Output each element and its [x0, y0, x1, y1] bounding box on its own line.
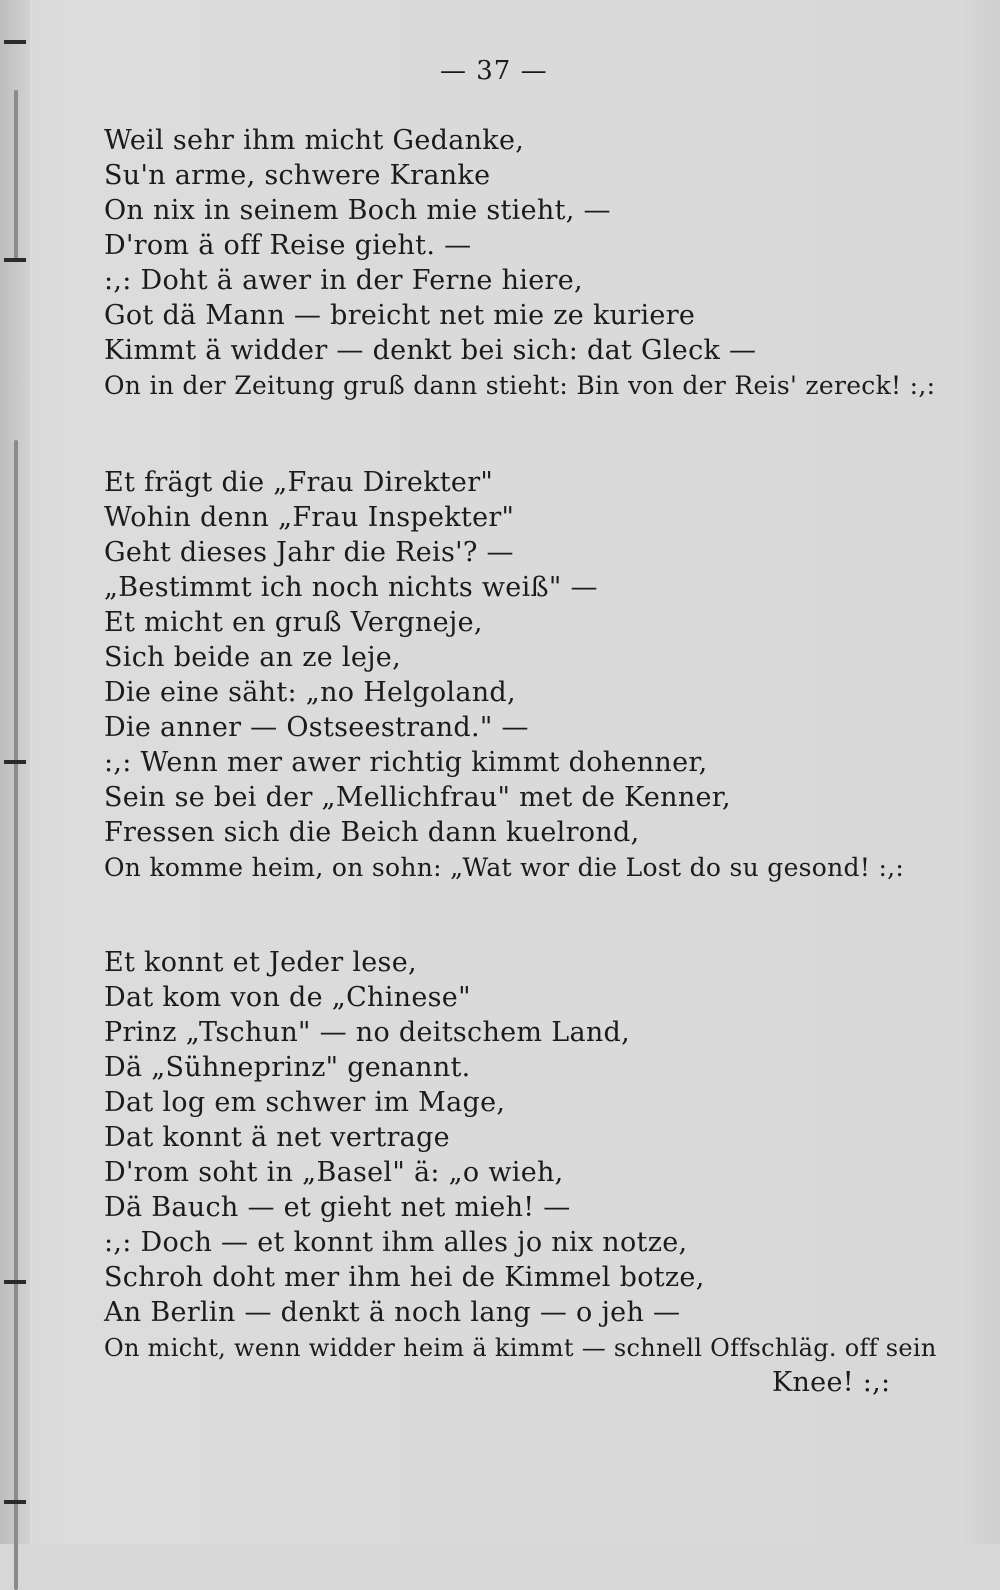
verse-line: :,: Doht ä awer in der Ferne hiere, [104, 265, 583, 296]
verse-line: :,: Wenn mer awer richtig kimmt dohenner, [104, 747, 708, 778]
verse-line-continuation: Knee! :,: [772, 1367, 891, 1398]
verse-line: Dat log em schwer im Mage, [104, 1087, 506, 1118]
verse-line: „Bestimmt ich noch nichts weiß" — [104, 572, 598, 603]
verse-line: Sein se bei der „Mellichfrau" met de Kenner, [104, 782, 731, 813]
binding-stitch [4, 258, 26, 262]
verse-line: Wohin denn „Frau Inspekter" [104, 502, 515, 533]
verse-line: :,: Doch — et konnt ihm alles jo nix notze, [104, 1227, 688, 1258]
verse-line: Et micht en gruß Vergneje, [104, 607, 483, 638]
verse-line: Dat konnt ä net vertrage [104, 1122, 450, 1153]
page-binding-edge [0, 0, 30, 1544]
verse-line: Dat kom von de „Chinese" [104, 982, 471, 1013]
binding-stitch [4, 40, 26, 44]
verse-line: Dä „Sühneprinz" genannt. [104, 1052, 471, 1083]
verse-line: Fressen sich die Beich dann kuelrond, [104, 817, 640, 848]
verse-line: Et frägt die „Frau Direkter" [104, 467, 494, 498]
binding-stitch [4, 760, 26, 764]
verse-line: Got dä Mann — breicht net mie ze kuriere [104, 300, 696, 331]
verse-line: Dä Bauch — et gieht net mieh! — [104, 1192, 571, 1223]
binding-stitch [4, 1500, 26, 1504]
verse-line: Die eine säht: „no Helgoland, [104, 677, 516, 708]
binding-stitch [4, 1280, 26, 1284]
verse-line: D'rom soht in „Basel" ä: „o wieh, [104, 1157, 564, 1188]
binding-thread [14, 90, 18, 260]
verse-line: Die anner — Ostseestrand." — [104, 712, 529, 743]
verse-line: On komme heim, on sohn: „Wat wor die Lost do su gesond! :,: [104, 853, 905, 882]
verse-line: Schroh doht mer ihm hei de Kimmel botze, [104, 1262, 705, 1293]
verse-line: D'rom ä off Reise gieht. — [104, 230, 472, 261]
verse-line: Sich beide an ze leje, [104, 642, 401, 673]
page-number: — 37 — [440, 56, 548, 86]
verse-line: Geht dieses Jahr die Reis'? — [104, 537, 514, 568]
verse-line: Weil sehr ihm micht Gedanke, [104, 125, 525, 156]
verse-line: Kimmt ä widder — denkt bei sich: dat Gleck — [104, 335, 757, 366]
verse-line: Prinz „Tschun" — no deitschem Land, [104, 1017, 630, 1048]
binding-thread [14, 440, 18, 1590]
verse-line: Su'n arme, schwere Kranke [104, 160, 491, 191]
verse-line: Et konnt et Jeder lese, [104, 947, 417, 978]
verse-line: An Berlin — denkt ä noch lang — o jeh — [104, 1297, 681, 1328]
verse-line: On micht, wenn widder heim ä kimmt — schnell Offschläg. off sein [104, 1334, 937, 1362]
verse-line: On in der Zeitung gruß dann stieht: Bin von der Reis' zereck! :,: [104, 371, 936, 400]
verse-line: On nix in seinem Boch mie stieht, — [104, 195, 611, 226]
